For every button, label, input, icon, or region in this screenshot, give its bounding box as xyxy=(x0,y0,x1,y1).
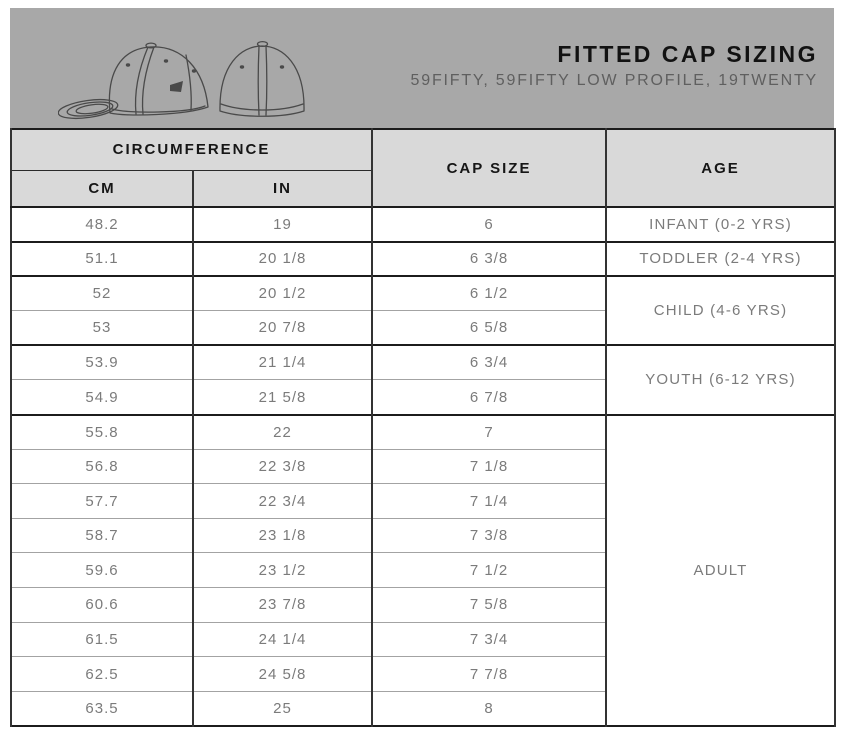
header-row-group xyxy=(11,129,835,170)
in-cell: 24 5/8 xyxy=(193,657,372,692)
in-cell: 20 7/8 xyxy=(193,311,372,346)
cap-size-cell: 6 xyxy=(372,207,606,242)
cm-cell: 52 xyxy=(11,276,193,311)
in-cell: 22 xyxy=(193,415,372,450)
in-cell: 20 1/2 xyxy=(193,276,372,311)
cm-cell: 51.1 xyxy=(11,242,193,277)
age-cell-toddler: TODDLER (2-4 YRS) xyxy=(606,242,835,277)
cap-size-cell: 7 1/2 xyxy=(372,553,606,588)
cap-size-cell: 7 1/8 xyxy=(372,449,606,484)
in-cell: 25 xyxy=(193,691,372,726)
cm-cell: 53 xyxy=(11,311,193,346)
new-era-flag-logo-icon xyxy=(170,81,183,92)
cap-front-view-icon xyxy=(220,42,304,117)
cap-side-and-front-icon xyxy=(58,29,308,121)
in-cell: 24 1/4 xyxy=(193,622,372,657)
banner-titles xyxy=(411,42,818,90)
age-cell-infant: INFANT (0-2 YRS) xyxy=(606,207,835,242)
cm-cell: 59.6 xyxy=(11,553,193,588)
cm-cell: 58.7 xyxy=(11,518,193,553)
cm-cell: 57.7 xyxy=(11,484,193,519)
in-cell: 19 xyxy=(193,207,372,242)
cm-cell: 54.9 xyxy=(11,380,193,415)
cap-size-cell: 7 5/8 xyxy=(372,588,606,623)
in-cell: 21 1/4 xyxy=(193,345,372,380)
table-row xyxy=(11,276,835,311)
cm-cell: 53.9 xyxy=(11,345,193,380)
cm-cell: 60.6 xyxy=(11,588,193,623)
cap-size-cell: 6 3/4 xyxy=(372,345,606,380)
cap-size-cell: 6 1/2 xyxy=(372,276,606,311)
cap-size-cell: 7 7/8 xyxy=(372,657,606,692)
table-header xyxy=(11,129,835,207)
column-header-age: AGE xyxy=(606,129,835,207)
in-cell: 21 5/8 xyxy=(193,380,372,415)
in-cell: 23 1/2 xyxy=(193,553,372,588)
column-header-in: IN xyxy=(193,170,372,207)
age-cell-youth: YOUTH (6-12 YRS) xyxy=(606,345,835,414)
age-cell-child: CHILD (4-6 YRS) xyxy=(606,276,835,345)
page-title: FITTED CAP SIZING xyxy=(557,40,818,67)
cap-size-cell: 6 3/8 xyxy=(372,242,606,277)
in-cell: 23 1/8 xyxy=(193,518,372,553)
cm-cell: 48.2 xyxy=(11,207,193,242)
table-row xyxy=(11,242,835,277)
sizing-table xyxy=(10,128,836,727)
in-cell: 23 7/8 xyxy=(193,588,372,623)
cap-size-cell: 6 7/8 xyxy=(372,380,606,415)
cm-cell: 63.5 xyxy=(11,691,193,726)
column-header-cap-size: CAP SIZE xyxy=(372,129,606,207)
in-cell: 22 3/4 xyxy=(193,484,372,519)
cm-cell: 55.8 xyxy=(11,415,193,450)
cap-size-cell: 6 5/8 xyxy=(372,311,606,346)
column-header-circumference: CIRCUMFERENCE xyxy=(11,129,372,170)
cap-size-cell: 7 xyxy=(372,415,606,450)
table-row xyxy=(11,345,835,380)
in-cell: 22 3/8 xyxy=(193,449,372,484)
header-banner xyxy=(10,8,834,128)
table-row xyxy=(11,207,835,242)
cap-size-cell: 7 1/4 xyxy=(372,484,606,519)
table-row xyxy=(11,415,835,450)
column-header-cm: CM xyxy=(11,170,193,207)
table-body xyxy=(11,207,835,726)
page-subtitle: 59FIFTY, 59FIFTY LOW PROFILE, 19TWENTY xyxy=(410,72,818,90)
cap-size-cell: 7 3/8 xyxy=(372,518,606,553)
cm-cell: 62.5 xyxy=(11,657,193,692)
in-cell: 20 1/8 xyxy=(193,242,372,277)
cap-illustrations xyxy=(58,29,308,121)
cap-size-cell: 7 3/4 xyxy=(372,622,606,657)
cm-cell: 61.5 xyxy=(11,622,193,657)
cap-size-cell: 8 xyxy=(372,691,606,726)
cm-cell: 56.8 xyxy=(11,449,193,484)
age-cell-adult: ADULT xyxy=(606,415,835,726)
cap-side-view-icon xyxy=(58,43,208,121)
